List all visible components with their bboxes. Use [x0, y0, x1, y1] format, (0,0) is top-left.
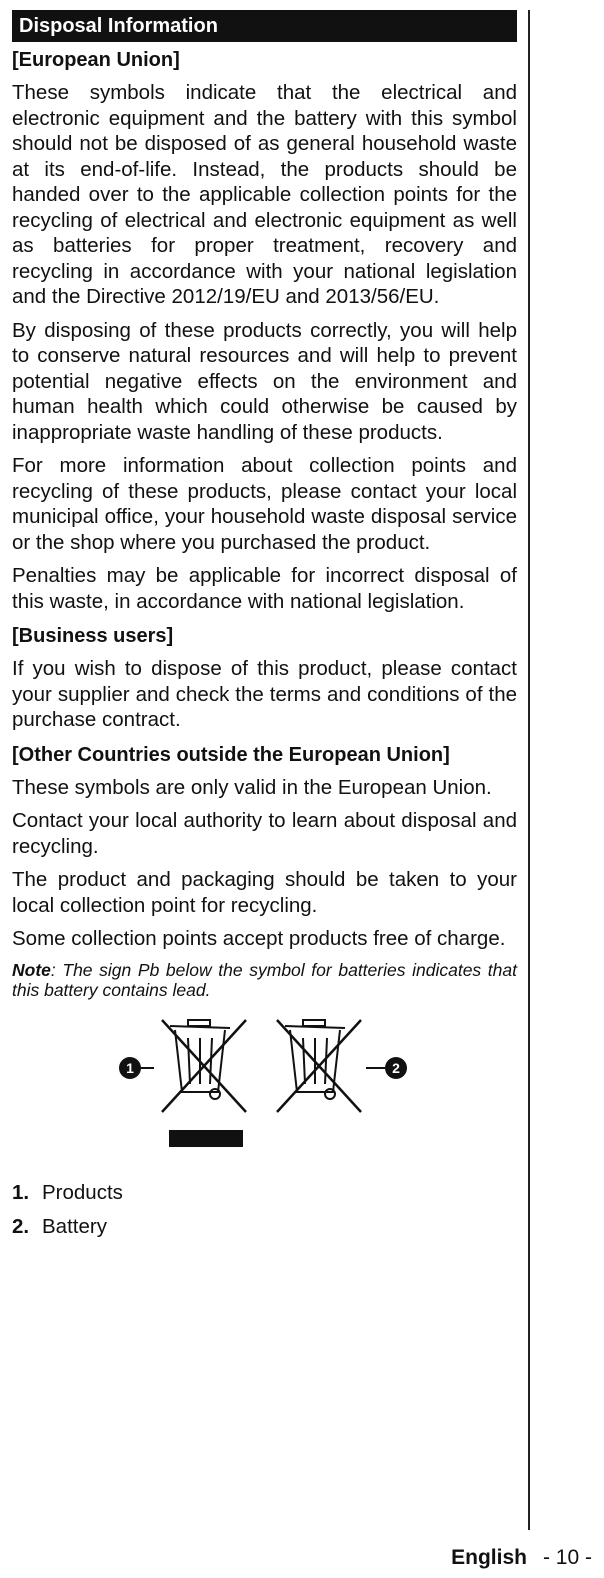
- column-divider: [528, 10, 530, 1530]
- crossed-bin-battery-icon: [277, 1020, 361, 1112]
- other-countries-heading: [Other Countries outside the European Union]: [12, 743, 450, 766]
- legend-item: [12, 1210, 517, 1244]
- legend-label: Battery: [42, 1214, 107, 1238]
- page-number: - 10 -: [542, 1546, 592, 1569]
- business-heading: [Business users]: [12, 625, 174, 647]
- other-paragraph-4: Some collection points accept products free of charge.: [12, 927, 506, 950]
- legend-item: [12, 1176, 517, 1210]
- business-paragraph: If you wish to dispose of this product, please contact your supplier and check the terms and conditions of the purchase contract.: [12, 657, 517, 731]
- eu-paragraph-4: Penalties may be applicable for incorrect disposal of this waste, in accordance with national legislation.: [12, 564, 517, 613]
- page-footer: [451, 1546, 592, 1570]
- other-paragraph-2: Contact your local authority to learn about disposal and recycling.: [12, 809, 517, 858]
- weee-symbols-svg: [12, 1008, 517, 1168]
- legend-label: Products: [42, 1180, 123, 1204]
- eu-paragraph-1: These symbols indicate that the electrical and electronic equipment and the battery with this symbol should not be disposed of as general household waste at its end-of-life. Instead, the products should be handed over to the applicable collection points for the recycling of electrical and electronic equipment as well as batteries for proper treatment, recovery and recycling in accordance with your national legislation and the Directive 2012/19/EU and 2013/56/EU.: [12, 81, 517, 308]
- marker-1-label: 1: [126, 1059, 134, 1076]
- note-label: Note: [12, 959, 51, 980]
- eu-paragraph-3: For more information about collection points and recycling of these products, please contact your local municipal office, your household waste disposal service or the shop where you purchased the product.: [12, 454, 517, 554]
- other-paragraph-1: These symbols are only valid in the European Union.: [12, 775, 492, 799]
- disposal-section: [12, 10, 517, 1244]
- note-text: : The sign Pb below the symbol for batteries indicates that this battery contains lead.: [12, 959, 517, 1000]
- other-paragraph-3: The product and packaging should be taken to your local collection point for recycling.: [12, 868, 517, 917]
- crossed-bin-product-icon: [162, 1020, 246, 1112]
- eu-heading: [European Union]: [12, 49, 180, 71]
- battery-note: [12, 960, 517, 1000]
- symbol-legend: [12, 1176, 517, 1244]
- legend-number: 2.: [12, 1214, 30, 1238]
- section-title: Disposal Information: [12, 10, 517, 42]
- legend-number: 1.: [12, 1180, 30, 1204]
- footer-language: English: [451, 1546, 527, 1569]
- marker-2: [366, 1057, 407, 1079]
- marker-2-label: 2: [392, 1059, 400, 1076]
- weee-symbols-figure: [12, 1008, 517, 1168]
- eu-paragraph-2: By disposing of these products correctly, you will help to conserve natural resources and will help to prevent potential negative effects on the environment and human health which could otherwise be caused by inappropriate waste handling of these products.: [12, 318, 517, 444]
- separate-collection-bar: [169, 1130, 243, 1147]
- marker-1: [119, 1057, 154, 1079]
